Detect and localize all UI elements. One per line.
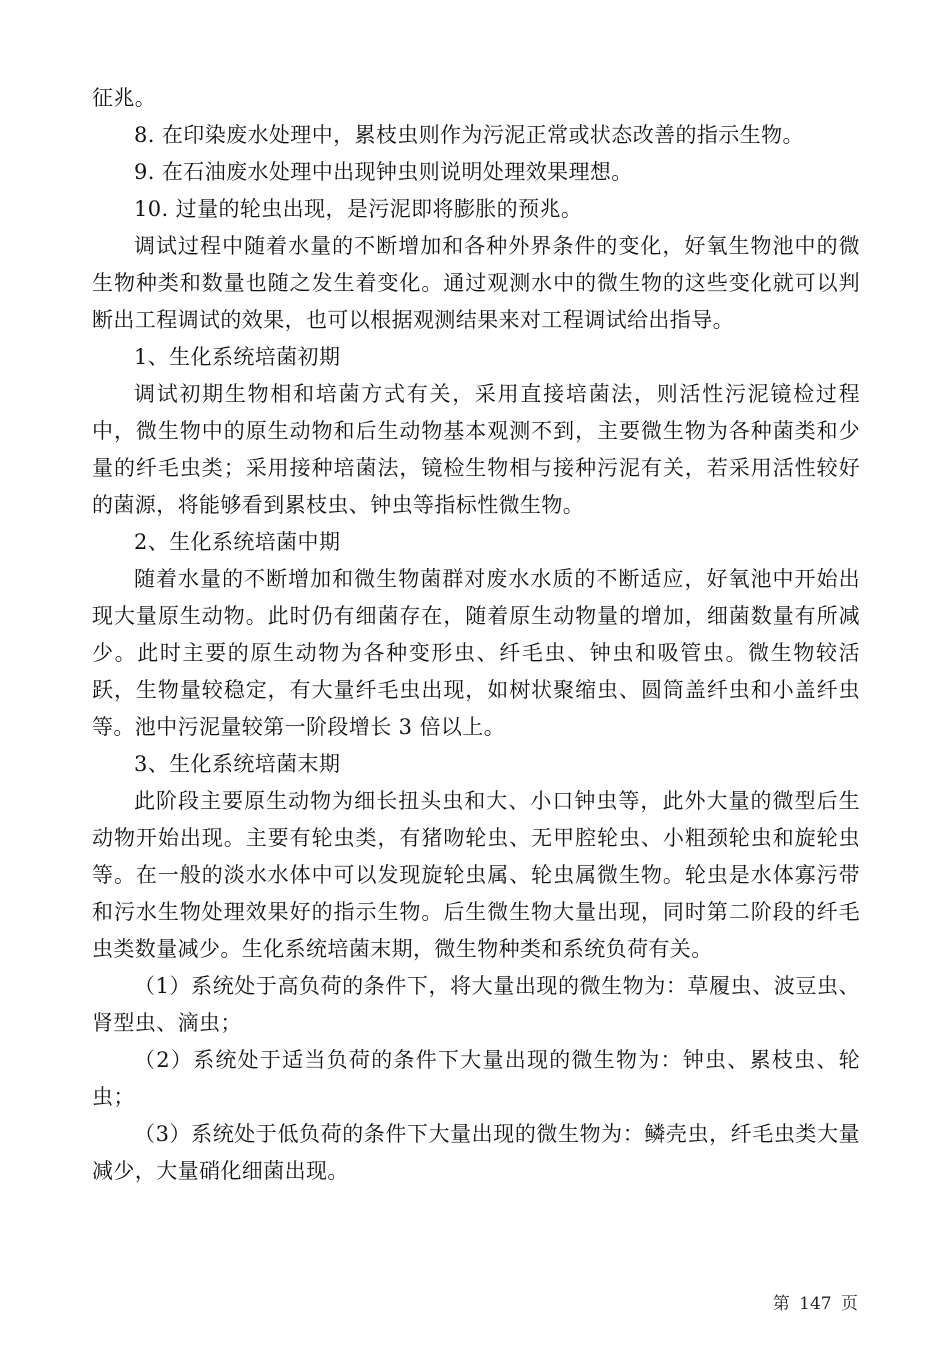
paragraph-section-1: 调试初期生物相和培菌方式有关，采用直接培菌法，则活性污泥镜检过程中，微生物中的原生动物和后生动物基本观测不到，主要微生物为各种菌类和少量的纤毛虫类；采用接种培菌法，镜检生物相与接种污泥有关，若采用活性较好的菌源，将能够看到累枝虫、钟虫等指标性微生物。 xyxy=(92,382,860,517)
condition-item-2: （2）系统处于适当负荷的条件下大量出现的微生物为：钟虫、累枝虫、轮虫； xyxy=(92,1048,860,1109)
list-item-10: 10. 过量的轮虫出现，是污泥即将膨胀的预兆。 xyxy=(134,197,583,221)
list-item-9: 9. 在石油废水处理中出现钟虫则说明处理效果理想。 xyxy=(134,160,633,184)
section-heading-1: 1、生化系统培菌初期 xyxy=(134,345,341,369)
list-item-8: 8. 在印染废水处理中，累枝虫则作为污泥正常或状态改善的指示生物。 xyxy=(134,123,804,147)
paragraph-section-2: 随着水量的不断增加和微生物菌群对废水水质的不断适应，好氧池中开始出现大量原生动物。此时仍有细菌存在，随着原生动物量的增加，细菌数量有所减少。此时主要的原生动物为各种变形虫、纤毛虫、钟虫和吸管虫。微生物较活跃，生物量较稳定，有大量纤毛虫出现，如树状聚缩虫、圆筒盖纤虫和小盖纤虫等。池中污泥量较第一阶段增长 3 倍以上。 xyxy=(92,567,860,739)
document-body xyxy=(92,80,860,1190)
paragraph-section-3: 此阶段主要原生动物为细长扭头虫和大、小口钟虫等，此外大量的微型后生动物开始出现。主要有轮虫类，有猪吻轮虫、无甲腔轮虫、小粗颈轮虫和旋轮虫等。在一般的淡水水体中可以发现旋轮虫属、轮虫属微生物。轮虫是水体寡污带和污水生物处理效果好的指示生物。后生微生物大量出现，同时第二阶段的纤毛虫类数量减少。生化系统培菌末期，微生物种类和系统负荷有关。 xyxy=(92,789,860,961)
page-number: 第 147 页 xyxy=(772,1294,858,1314)
paragraph-continuation: 征兆。 xyxy=(92,86,157,110)
condition-item-3: （3）系统处于低负荷的条件下大量出现的微生物为：鳞壳虫，纤毛虫类大量减少，大量硝化细菌出现。 xyxy=(92,1122,860,1183)
section-heading-2: 2、生化系统培菌中期 xyxy=(134,530,341,554)
section-heading-3: 3、生化系统培菌末期 xyxy=(134,752,341,776)
condition-item-1: （1）系统处于高负荷的条件下，将大量出现的微生物为：草履虫、波豆虫、肾型虫、滴虫； xyxy=(92,974,860,1035)
paragraph-intro: 调试过程中随着水量的不断增加和各种外界条件的变化，好氧生物池中的微生物种类和数量也随之发生着变化。通过观测水中的微生物的这些变化就可以判断出工程调试的效果，也可以根据观测结果来对工程调试给出指导。 xyxy=(92,234,860,332)
